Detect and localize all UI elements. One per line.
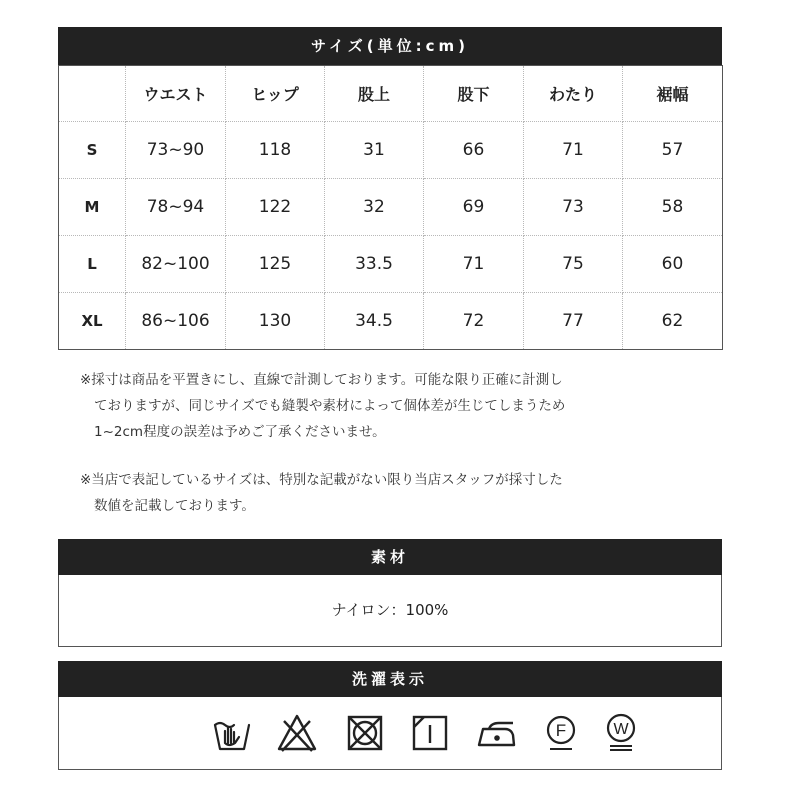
table-cell: 33.5 — [325, 236, 424, 293]
size-label: XL — [59, 293, 126, 350]
table-cell: 125 — [226, 236, 325, 293]
size-label: L — [59, 236, 126, 293]
table-cell: 34.5 — [325, 293, 424, 350]
size-table-header-cell: ヒップ — [226, 66, 325, 122]
size-table-header-cell: わたり — [524, 66, 623, 122]
note-line: 1~2cm程度の誤差は予めご了承くださいませ。 — [94, 424, 386, 440]
care-box — [58, 697, 722, 770]
table-cell: 31 — [325, 122, 424, 179]
table-cell: 82~100 — [126, 236, 226, 293]
note-line: ※当店で表記しているサイズは、特別な記載がない限り当店スタッフが採寸した — [80, 472, 563, 488]
measurement-note — [80, 367, 565, 445]
table-row — [59, 179, 723, 236]
iron-low-icon — [475, 711, 517, 755]
table-cell: 66 — [424, 122, 524, 179]
table-cell: 73~90 — [126, 122, 226, 179]
dry-clean-letter: F — [555, 721, 567, 740]
note-line: ておりますが、同じサイズでも縫製や素材によって個体差が生じてしまうため — [94, 398, 566, 414]
care-icons — [59, 711, 721, 755]
material-section-title: 素材 — [58, 539, 722, 575]
table-cell: 86~106 — [126, 293, 226, 350]
table-cell: 71 — [524, 122, 623, 179]
size-label: M — [59, 179, 126, 236]
table-cell: 75 — [524, 236, 623, 293]
table-cell: 58 — [623, 179, 723, 236]
size-table-header-cell: 裾幅 — [623, 66, 723, 122]
care-section-title: 洗濯表示 — [58, 661, 722, 697]
size-table-header-cell: 股上 — [325, 66, 424, 122]
table-cell: 32 — [325, 179, 424, 236]
table-cell: 122 — [226, 179, 325, 236]
note-line: ※採寸は商品を平置きにし、直線で計測しております。可能な限り正確に計測し — [80, 372, 563, 388]
table-cell: 118 — [226, 122, 325, 179]
no-bleach-icon — [276, 711, 318, 755]
table-row — [59, 293, 723, 350]
size-table-header-row — [59, 66, 723, 122]
table-cell: 72 — [424, 293, 524, 350]
table-cell: 57 — [623, 122, 723, 179]
table-cell: 130 — [226, 293, 325, 350]
size-section-title: サイズ(単位:cm) — [58, 27, 722, 65]
dry-clean-f-icon — [540, 711, 582, 755]
table-cell: 78~94 — [126, 179, 226, 236]
material-value: ナイロン：100% — [331, 601, 449, 619]
wet-clean-w-icon — [600, 711, 642, 755]
table-cell: 77 — [524, 293, 623, 350]
size-table — [58, 65, 723, 350]
table-cell: 62 — [623, 293, 723, 350]
table-cell: 73 — [524, 179, 623, 236]
material-box — [58, 575, 722, 647]
table-cell: 60 — [623, 236, 723, 293]
size-table-header-cell: 股下 — [424, 66, 524, 122]
table-cell: 69 — [424, 179, 524, 236]
table-row — [59, 122, 723, 179]
line-dry-shade-icon — [409, 711, 451, 755]
wet-clean-letter: W — [613, 721, 629, 738]
note-line: 数値を記載しております。 — [94, 498, 255, 514]
hand-wash-icon — [211, 711, 253, 755]
no-tumble-dry-icon — [344, 711, 386, 755]
size-label: S — [59, 122, 126, 179]
table-cell: 71 — [424, 236, 524, 293]
table-row — [59, 236, 723, 293]
size-table-header-cell: ウエスト — [126, 66, 226, 122]
size-note — [80, 467, 563, 519]
size-table-header-cell — [59, 66, 126, 122]
